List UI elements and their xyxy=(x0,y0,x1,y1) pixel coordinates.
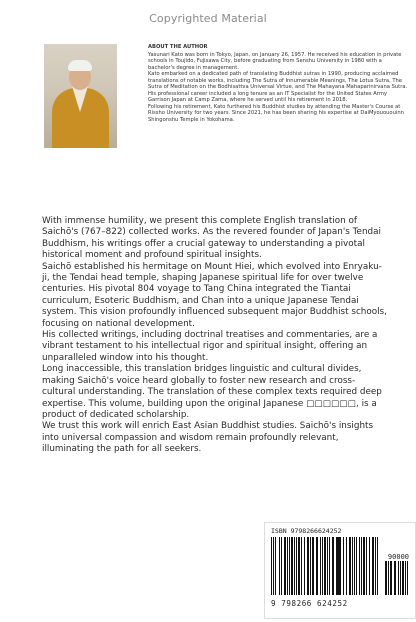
barcode-bar xyxy=(349,537,351,595)
page-header xyxy=(0,0,416,36)
copyright-notice: Copyrighted Material xyxy=(149,12,267,25)
barcode-bar xyxy=(394,561,396,595)
description-paragraph: We trust this work will enrich East Asian Buddhist studies. Saichō's insights into universal compassion and wisdom remain profoundly relevant, illuminating the path for all seekers. xyxy=(42,421,374,455)
barcode-bar xyxy=(388,561,389,595)
isbn-barcode xyxy=(264,522,416,619)
description-paragraph: With immense humility, we present this complete English translation of Saichō's (767–822) collected works. As the revered founder of Japan's Tendai Buddhism, his writings offer a crucial gateway to understanding a pivotal historical moment and profound spiritual insights. xyxy=(42,216,381,261)
barcode-bar xyxy=(322,537,323,595)
barcode-bar xyxy=(296,537,297,595)
about-author-paragraph: His professional career included a long tenure as an IT Specialist for the United States Army Garrison Japan at Camp Zama, where he served until his retirement in 2018. xyxy=(148,90,388,103)
about-author-paragraph: Following his retirement, Kato furthered his Buddhist studies by attending the Master's Course at Rissho University for two years. Since 2021, he has been sharing his expertise at DaiMyouououinn Shingonshu Temple in Yokohama. xyxy=(148,103,404,123)
author-photo xyxy=(44,44,117,148)
barcode-bar xyxy=(281,537,282,595)
barcode-bar xyxy=(332,537,334,595)
about-author-section xyxy=(148,44,408,123)
barcode-bar xyxy=(316,537,318,595)
about-author-paragraph: Yasunari Kato was born in Tokyo, Japan, on January 26, 1957. He received his education in private schools in Toujido, Fujisawa City, before graduating from Senshu University in 1980 with a bachelor's degree in management. xyxy=(148,51,402,71)
barcode-bar xyxy=(329,537,330,595)
description-paragraph: His collected writings, including doctrinal treatises and commentaries, are a vibrant testament to his intellectual rigor and spiritual insight, offering an unparalleled window into his thought. xyxy=(42,330,378,363)
barcode-bar xyxy=(304,537,305,595)
author-hair xyxy=(68,60,92,71)
barcode-bar xyxy=(339,537,341,595)
barcode-bar xyxy=(366,537,367,595)
barcode-bar xyxy=(294,537,295,595)
barcode-bar xyxy=(346,537,347,595)
barcode-bar xyxy=(359,537,360,595)
barcode-bar xyxy=(310,537,311,595)
barcode-addon-bars xyxy=(385,561,409,595)
barcode-bar xyxy=(402,561,404,595)
price-code: 90000 xyxy=(387,553,409,561)
barcode-bar xyxy=(298,537,300,595)
barcode-bar xyxy=(307,537,309,595)
barcode-bar xyxy=(361,537,362,595)
barcode-bar xyxy=(356,537,358,595)
barcode-bar xyxy=(407,561,408,595)
barcode-bar xyxy=(354,537,355,595)
description-paragraph: Long inaccessible, this translation bridges linguistic and cultural divides, making Saichō's voice heard globally to foster new research and cross-cultural understanding. The translation of these complex texts required deep expertise. This volume, building upon the original Japanese □□□□□□, is a product of dedicated scholarship. xyxy=(42,364,382,420)
barcode-bar xyxy=(289,537,290,595)
barcode-bar xyxy=(284,537,286,595)
barcode-digits: 9 798266 624252 xyxy=(271,599,348,608)
barcode-bar xyxy=(385,561,387,595)
barcode-bar xyxy=(400,561,401,595)
barcode-bar xyxy=(324,537,326,595)
barcode-bar xyxy=(301,537,302,595)
description-paragraph: Saichō established his hermitage on Mount Hiei, which evolved into Enryaku-ji, the Tendai head temple, shaping Japanese spiritual life for over twelve centuries. His pivotal 804 voyage to Tang China integrated the Tiantai curriculum, Esoteric Buddhism, and Chan into a unique Japanese Tendai system. This vision profoundly influenced subsequent major Buddhist schools, focusing on national development. xyxy=(42,261,387,329)
barcode-bar xyxy=(398,561,399,595)
barcode-bars xyxy=(271,537,381,595)
barcode-bar xyxy=(312,537,313,595)
barcode-bar xyxy=(377,537,378,595)
about-author-title: ABOUT THE AUTHOR xyxy=(148,44,208,50)
barcode-bar xyxy=(390,561,391,595)
about-author-paragraph: Kato embarked on a dedicated path of translating Buddhist sutras in 1990, producing acclaimed translations of notable works, including The Sutra of Innumerable Meanings, The Lotus Sutra, The Sutra of Meditation on the Bodhisattva Universal Virtue, and The Mahayana Mahaparinirvana Sutra. xyxy=(148,71,408,90)
barcode-bar xyxy=(291,537,293,595)
barcode-bar xyxy=(337,537,338,595)
barcode-bar xyxy=(375,537,376,595)
barcode-bar xyxy=(275,537,277,595)
barcode-bar xyxy=(343,537,344,595)
isbn-label: ISBN 9798266624252 xyxy=(271,527,342,535)
barcode-bar xyxy=(320,537,321,595)
barcode-bar xyxy=(273,537,274,595)
barcode-bar xyxy=(372,537,374,595)
book-description xyxy=(42,216,388,456)
barcode-bar xyxy=(363,537,365,595)
barcode-bar xyxy=(369,537,370,595)
barcode-bar xyxy=(279,537,280,595)
